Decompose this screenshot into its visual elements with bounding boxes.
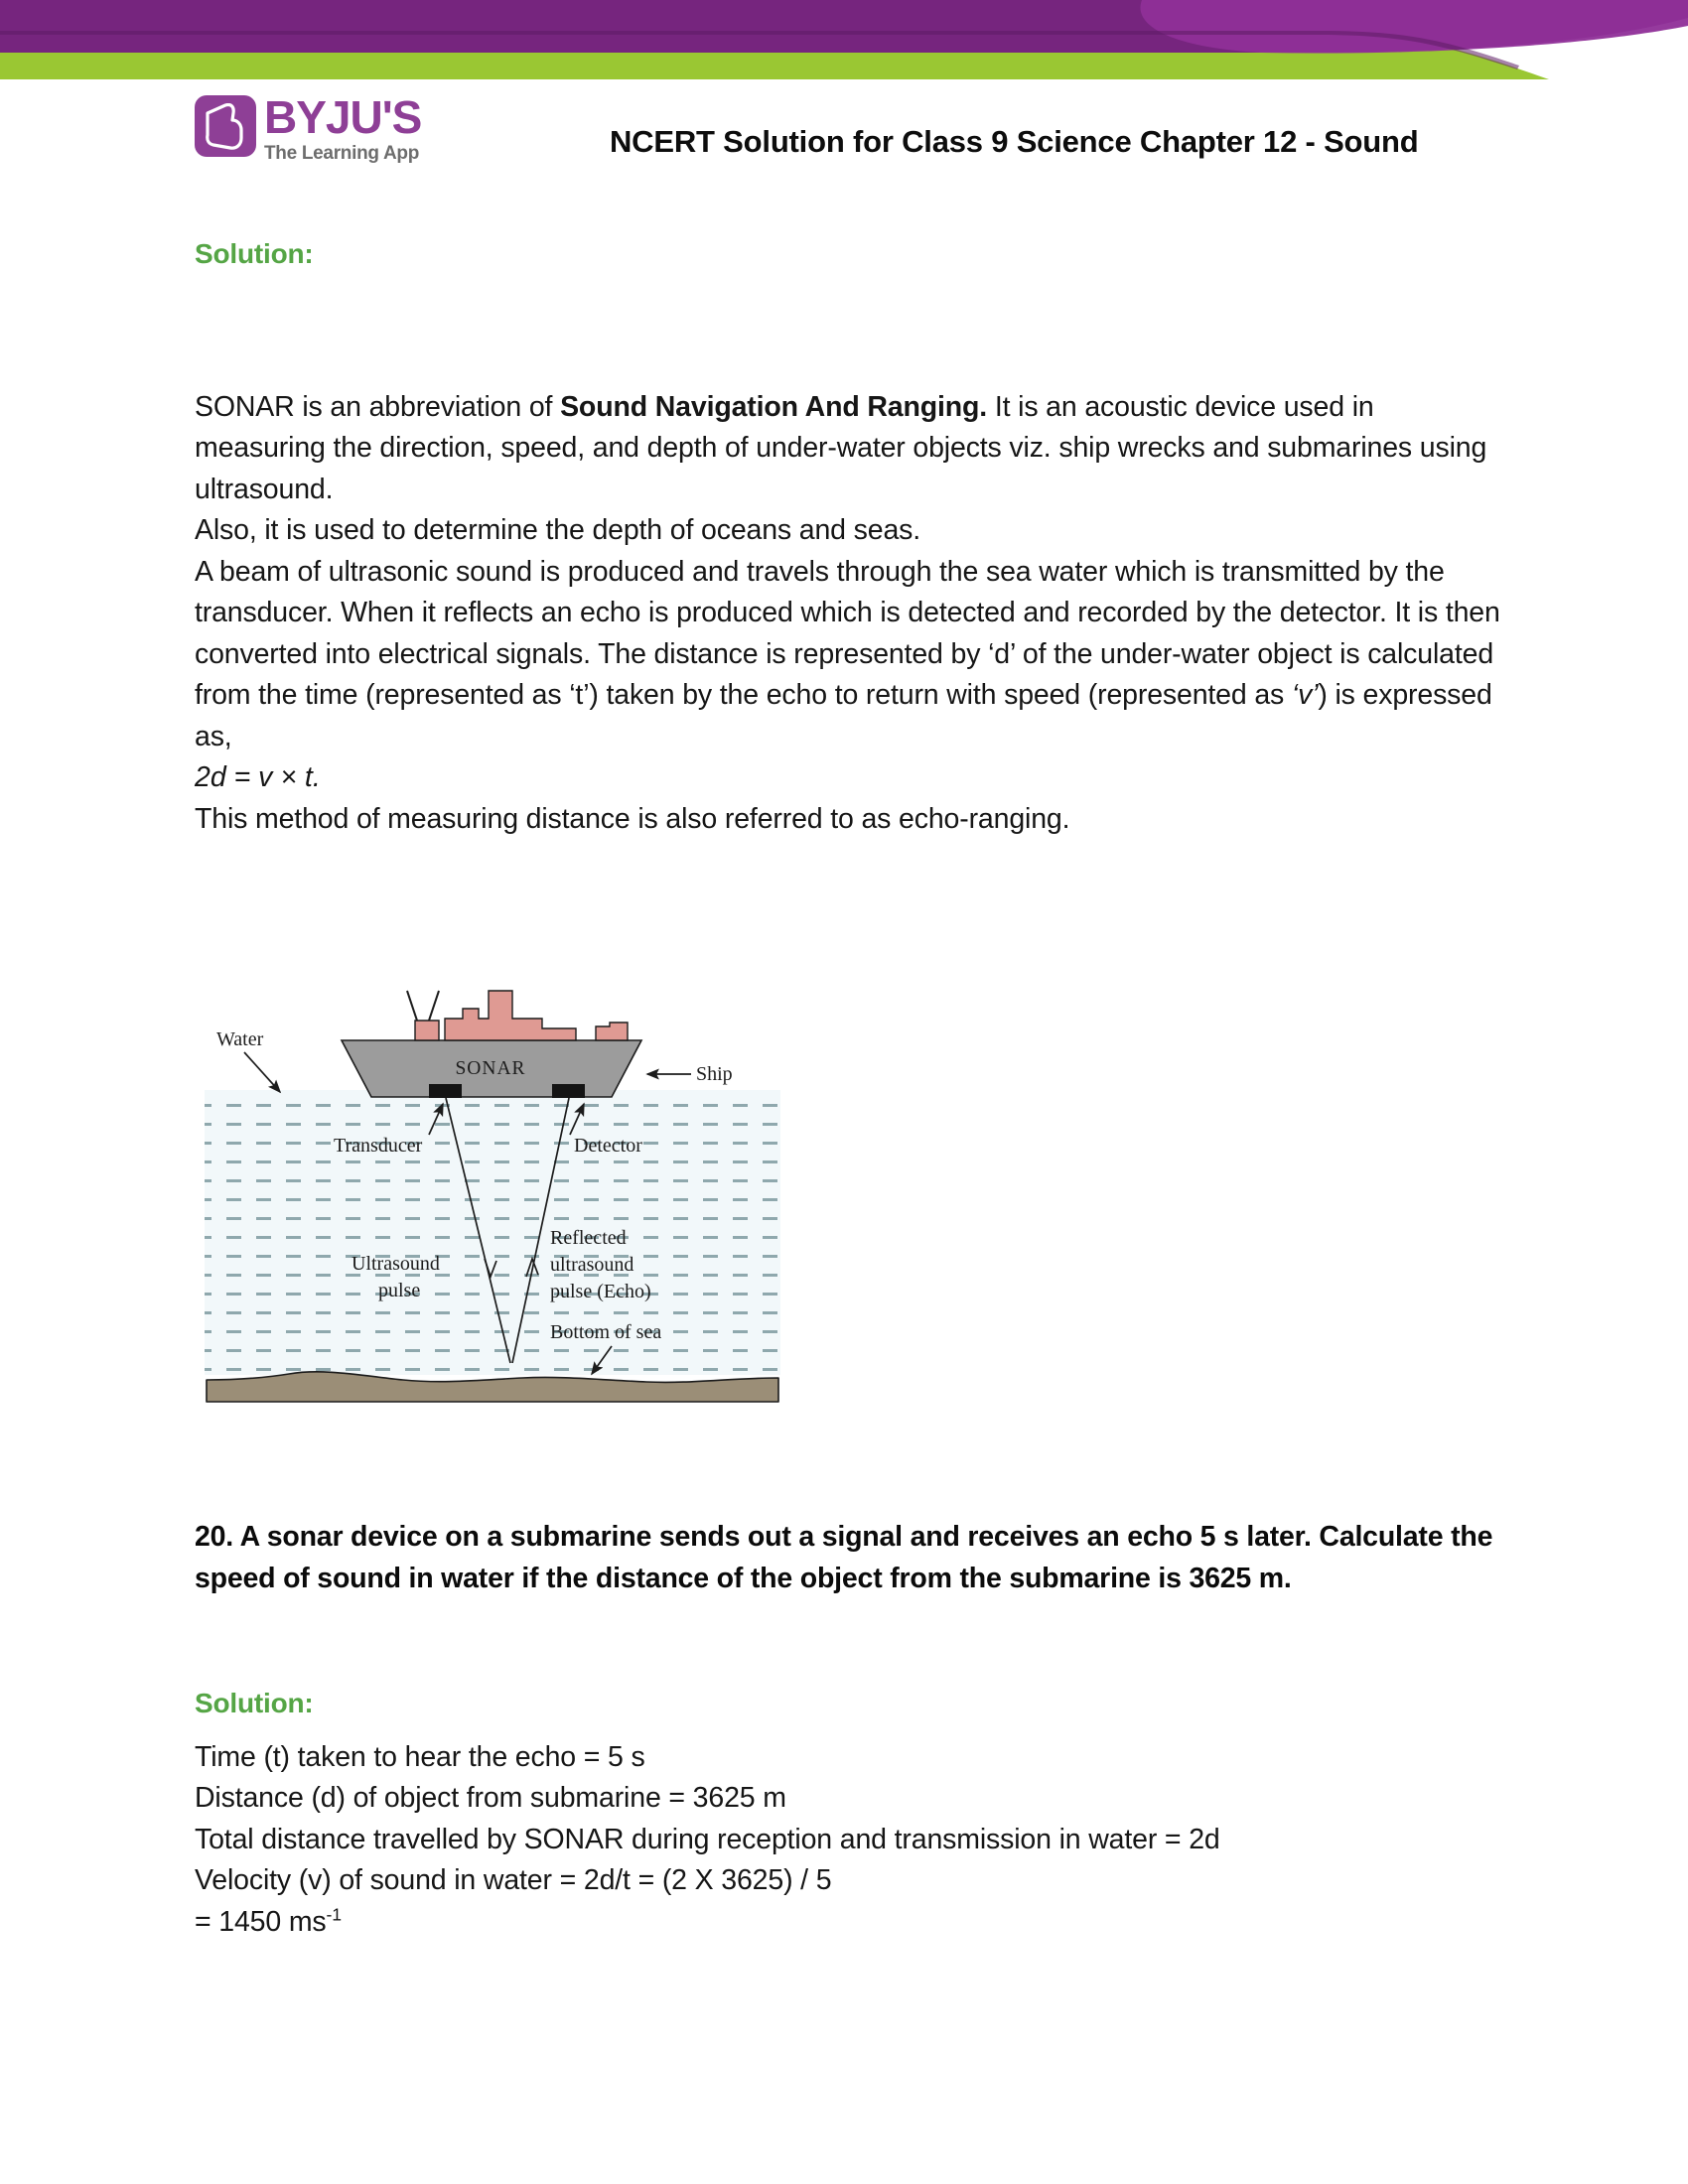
paragraph-depth-use bbox=[195, 510, 1505, 551]
figure-label-reflected-1: Reflected bbox=[550, 1227, 627, 1249]
answer-exponent: -1 bbox=[326, 1904, 342, 1925]
solution-line-velocity: Velocity (v) of sound in water = 2d/t = (2 X 3625) / 5 bbox=[195, 1864, 832, 1897]
answer-value: = 1450 ms bbox=[195, 1905, 327, 1938]
para-part: Also, it is used to determine the depth of oceans and seas. bbox=[195, 514, 921, 547]
figure-label-ultrasound-pulse-1: Ultrasound bbox=[352, 1253, 440, 1275]
para-part-italic: ‘v’ bbox=[1291, 679, 1319, 712]
figure-label-sonar: SONAR bbox=[455, 1058, 526, 1079]
paragraph-echo-ranging: This method of measuring distance is also referred to as echo-ranging. bbox=[195, 802, 1070, 835]
para-part: SONAR is an abbreviation of bbox=[195, 391, 561, 423]
solution-label-2: Solution: bbox=[195, 1688, 314, 1718]
figure-label-bottom-of-sea: Bottom of sea bbox=[550, 1321, 662, 1343]
question-20: 20. A sonar device on a submarine sends out a signal and receives an echo 5 s later. Calculate the speed of sound in water if the distance of the object from the submarine is 3625 m. bbox=[195, 1521, 1493, 1594]
sonar-diagram bbox=[195, 983, 790, 1444]
figure-label-water: Water bbox=[216, 1028, 264, 1050]
figure-label-ship: Ship bbox=[696, 1063, 733, 1085]
solution-2-lines bbox=[195, 1737, 1515, 1943]
transducer-box bbox=[429, 1084, 462, 1098]
para-part: It is an acoustic device used in measuring the direction, speed, and depth of under-water objects viz. ship wrecks and submarines using ultrasound. bbox=[195, 391, 1487, 505]
byjus-logo-text bbox=[264, 91, 421, 165]
paragraph-beam-description bbox=[195, 552, 1505, 757]
solution-line-distance: Distance (d) of object from submarine = 3625 m bbox=[195, 1782, 786, 1815]
paragraph-sonar-definition bbox=[195, 387, 1505, 510]
para-part: ) is expressed as, bbox=[195, 679, 1492, 752]
byjus-tagline: The Learning App bbox=[264, 143, 419, 164]
solution-label-1: Solution: bbox=[195, 238, 314, 269]
header-banner bbox=[0, 0, 1688, 79]
solution-line-time: Time (t) taken to hear the echo = 5 s bbox=[195, 1741, 645, 1773]
byjus-logo bbox=[195, 91, 421, 165]
detector-box bbox=[552, 1084, 585, 1098]
figure-label-detector: Detector bbox=[574, 1135, 642, 1157]
byjus-wordmark: BYJU'S bbox=[264, 91, 422, 143]
para-part: A beam of ultrasonic sound is produced and travels through the sea water which is transmitted by the transducer. When it reflects an echo is produced which is detected and recorded by the detector. It is then converted into electrical signals. The distance is represented by ‘d’ of the under-water object is calculated from the time (represented as ‘t’) taken by the echo to return with speed (represented as bbox=[195, 555, 1500, 712]
page-title: NCERT Solution for Class 9 Science Chapter 12 - Sound bbox=[610, 124, 1419, 159]
para-part-bold: Sound Navigation And Ranging. bbox=[560, 391, 988, 423]
figure-label-reflected-2: ultrasound bbox=[550, 1254, 634, 1276]
solution-line-total-distance: Total distance travelled by SONAR during reception and transmission in water = 2d bbox=[195, 1823, 1220, 1855]
byjus-logo-mark bbox=[195, 95, 256, 157]
figure-label-reflected-3: pulse (Echo) bbox=[550, 1281, 651, 1302]
figure-label-ultrasound-pulse-2: pulse bbox=[378, 1280, 421, 1301]
figure-label-transducer: Transducer bbox=[334, 1135, 423, 1157]
formula-2d-equals-vt: 2d = v × t. bbox=[195, 761, 321, 794]
solution-1-block bbox=[195, 238, 1505, 840]
solution-line-answer bbox=[195, 1902, 1515, 1943]
